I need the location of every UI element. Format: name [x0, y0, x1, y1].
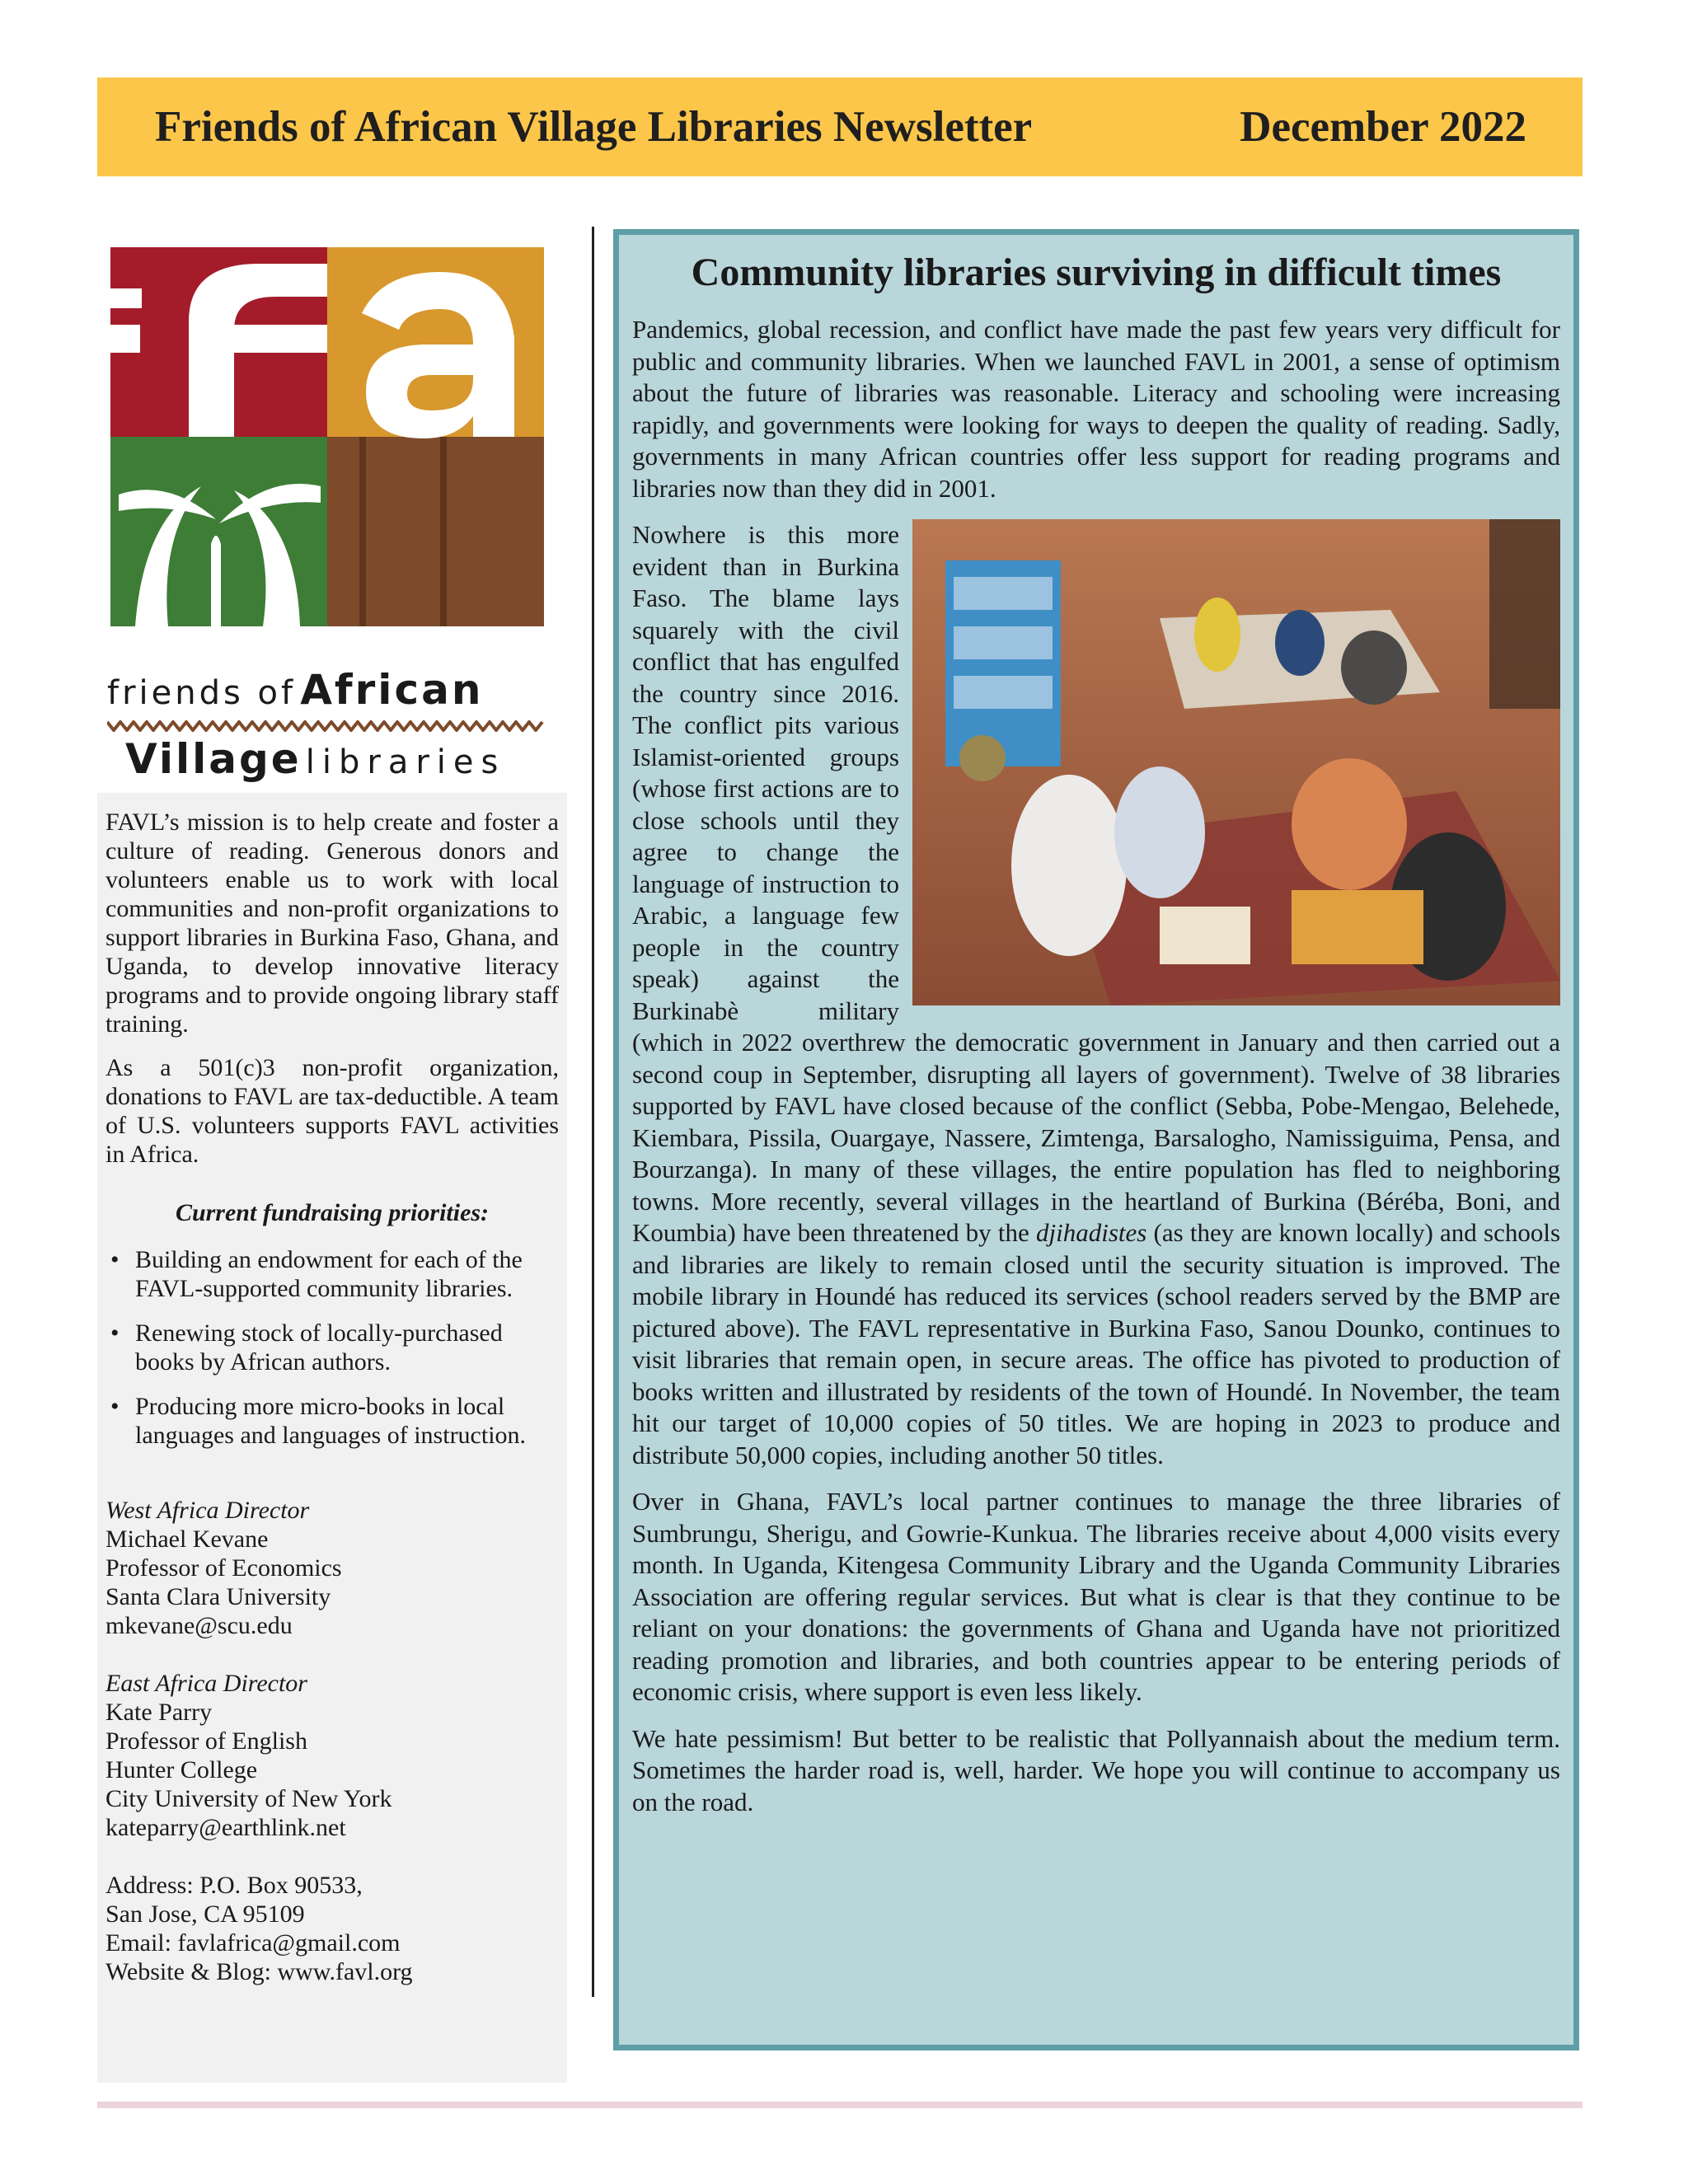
article-paragraph-1: Pandemics, global recession, and conflict have made the past few years very difficult for public and community libraries. When we launched FAVL in 2001, a sense of optimism about the future of libraries was reasonable. Literacy and schooling were increasing rapidly, and governments were looking for ways to deepen the quality of reading. Sadly, governments in many African countries offer less support for reading programs and libraries now than they did in 2001. — [632, 315, 1560, 503]
west-director-title: Professor of Economics — [106, 1554, 342, 1582]
bullet-icon: • — [110, 1393, 120, 1420]
west-director-org: Santa Clara University — [106, 1583, 331, 1610]
article-title: Community libraries surviving in difficult times — [691, 251, 1502, 294]
mission-text: FAVL’s mission is to help create and foster a culture of reading. Generous donors and volunteers enable us to work with local communities and non-profit organizations to support libraries in Burkina Faso, Ghana, and Uganda, to develop innovative literacy programs and to provide ongoing library staff training. — [106, 808, 559, 1038]
footer-rule — [97, 2102, 1582, 2108]
sidebar — [97, 793, 567, 2083]
newsletter-date: December 2022 — [1240, 103, 1526, 151]
list-item: • Renewing stock of locally-purchased books by African authors. — [110, 1319, 503, 1376]
west-director-name: Michael Kevane — [106, 1526, 269, 1553]
article-paragraph-2: Nowhere is this more evident than in Burkina Faso. The blame lays squarely with the civil conflict that has engulfed the country since 2016. The conflict pits various Islamist-oriented groups (whose first actions are to close schools until they agree to change the language of instruction to Arabic, a language few people in the country speak) against the Burkinabè military (which in 2022 overthrew the democratic government in January and then carried out a second coup in September, disrupting all layers of government). Twelve of 38 libraries supported by FAVL have closed because of the conflict (Sebba, Pobe-Mengao, Belehede, Kiembara, Pissila, Ouargaye, Nassere, Zimtenga, Barsalogho, Namissiguima, Pensa, and Bourzanga). In many of these villages, the entire population has fled to neighboring towns. More recently, several villages in the heartland of Burkina (Béréba, Boni, and Koumbia) have been threatened by the djihadistes (as they are known locally) and schools and libraries are likely to remain closed until the security situation is improved. The mobile library in Houndé has reduced its services (school readers served by the BMP are pictured above). The FAVL representative in Burkina Faso, Sanou Dounko, continues to visit libraries that remain open, in secure areas. The office has pivoted to production of books written and illustrated by residents of the town of Houndé. In November, the team hit our target of 10,000 copies of 50 titles. We are hoping in 2023 to produce and distribute 50,000 copies, including another 50 titles. — [632, 520, 1561, 1469]
wordmark-libraries: libraries — [305, 743, 506, 781]
contact-block — [106, 1496, 559, 1986]
west-director-role: West Africa Director — [106, 1497, 310, 1524]
east-director-org2: City University of New York — [106, 1785, 392, 1812]
djihadistes-term: djihadistes — [1035, 1218, 1147, 1247]
address-line2: San Jose, CA 95109 — [106, 1900, 305, 1928]
website-link[interactable]: Website & Blog: www.favl.org — [106, 1958, 413, 1985]
bullet-icon: • — [110, 1246, 120, 1273]
east-director-email[interactable]: kateparry@earthlink.net — [106, 1814, 346, 1841]
feature-article — [613, 229, 1579, 2050]
priorities-heading: Current fundraising priorities: — [175, 1199, 490, 1226]
article-paragraph-3: Over in Ghana, FAVL’s local partner continues to manage the three libraries of Sumbrungu, Sherigu, and Gowrie-Kunkua. The libraries receive about 4,000 visits every month. In Uganda, Kitengesa Community Library and the Uganda Community Libraries Association are offering regular services. But what is clear is that they continue to be reliant on your donations: the governments of Ghana and Uganda have not prioritized reading promotion and libraries, and both countries appear to be entering periods of economic crisis, where support is even less likely. — [632, 1487, 1560, 1706]
favl-logo-icon — [110, 247, 544, 626]
west-director-email[interactable]: mkevane@scu.edu — [106, 1612, 293, 1639]
east-director-org: Hunter College — [106, 1756, 258, 1783]
newsletter-title: Friends of African Village Libraries Newsletter — [155, 103, 1033, 151]
wordmark-friends-of: friends of — [107, 674, 297, 712]
wordmark-african: African — [300, 666, 484, 714]
list-item: • Producing more micro-books in local languages and languages of instruction. — [110, 1393, 527, 1449]
nonprofit-text: As a 501(c)3 non-profit organization, donations to FAVL are tax-deductible. A team of U.S. volunteers supports FAVL activities in Africa. — [106, 1054, 559, 1168]
newsletter-header — [97, 77, 1582, 176]
article-paragraph-4: We hate pessimism! But better to be realistic that Pollyannaish about the medium term. Sometimes the harder road is, well, harder. We hope you will continue to accompany us on the road. — [632, 1723, 1560, 1816]
east-director-role: East Africa Director — [106, 1670, 307, 1697]
priorities-list — [106, 1245, 559, 1450]
list-item: • Building an endowment for each of the FAVL-supported community libraries. — [110, 1246, 523, 1302]
address-line1: Address: P.O. Box 90533, — [106, 1872, 363, 1899]
wordmark-village: Village — [125, 735, 302, 783]
east-director-title: Professor of English — [106, 1727, 307, 1755]
east-director-name: Kate Parry — [106, 1699, 213, 1726]
bullet-icon: • — [110, 1319, 120, 1347]
favl-wordmark — [107, 666, 552, 790]
column-divider — [592, 227, 594, 1997]
contact-email[interactable]: Email: favlafrica@gmail.com — [106, 1929, 401, 1957]
zigzag-divider-icon — [107, 720, 544, 732]
children-reading-photo — [912, 519, 1560, 1005]
